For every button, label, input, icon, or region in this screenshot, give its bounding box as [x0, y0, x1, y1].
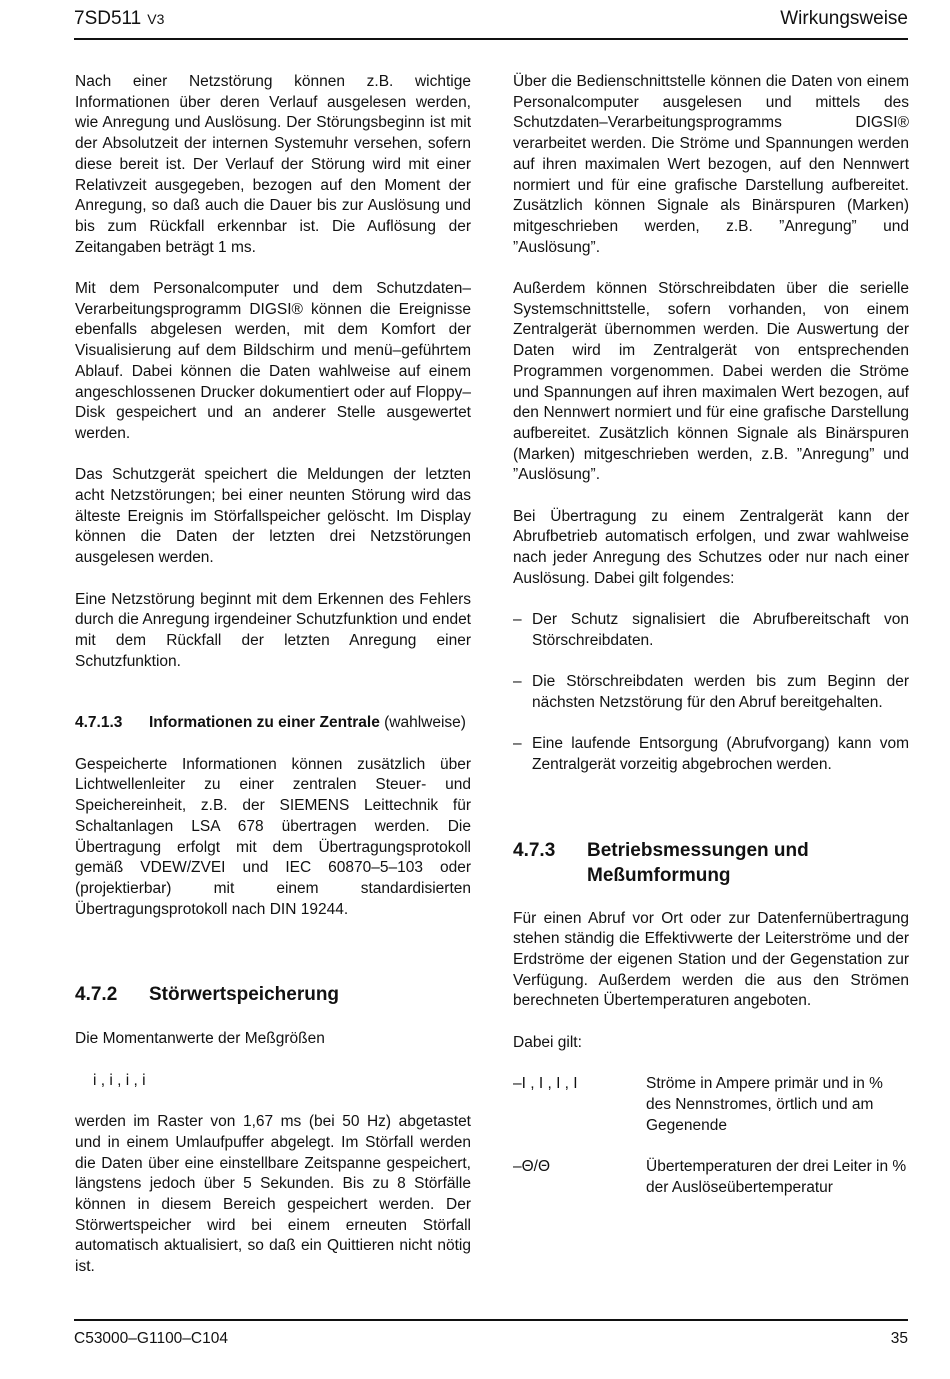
section-number: 4.7.2 — [75, 984, 118, 1006]
paragraph: Dabei gilt: — [513, 1033, 582, 1051]
definition-row — [513, 1157, 909, 1198]
paragraph: Eine Netzstörung beginnt mit dem Erkennen des Fehlers durch die Anregung irgendeiner Schutzfunktion und endet mit dem Rückfall der letzten Anregung einer Schutzfunktion. — [75, 590, 471, 670]
section-heading-title: Störwertspeicherung — [149, 984, 340, 1006]
section-heading — [513, 838, 909, 888]
definition-row — [513, 1074, 909, 1136]
paragraph: Nach einer Netzstörung können z.B. wichtige Informationen über deren Verlauf ausgelesen werden, wie Anregung und Auslösung. Der Störungsbeginn ist mit der Absolutzeit der internen Systemuhr versehen, sofern diese bereit ist. Der Verlauf der Störung wird mit einer Relativzeit ausgegeben, bezogen auf den Moment der Anregung, so daß auch die Dauer bis zur Auslösung und bis zum Rückfall erkennbar ist. Die Auflösung der Zeitangaben beträgt 1 ms. — [75, 73, 471, 256]
list-marker: ‒ — [513, 673, 522, 691]
paragraph: Gespeicherte Informationen können zusätzlich über Lichtwellenleiter zu einer zentralen Steuer- und Speichereinheit, z.B. der SIEMENS Leittechnik für Schaltanlagen LSA 678 übertragen werden. Die Übertragung erfolgt mit dem Übertragungsprotokoll gemäß VDEW/ZVEI und IEC 60870‒5‒103 oder (projektierbar) mit einem standardisierten Übertragungsprotokoll nach DIN 19244. — [75, 755, 471, 918]
section-heading — [75, 982, 471, 1007]
right-column — [513, 72, 909, 1198]
subsection-title: Informationen zu einer Zentrale — [149, 714, 380, 732]
list-item: ‒ Der Schutz signalisiert die Abrufbereitschaft von Störschreibdaten. — [513, 610, 909, 651]
definition-symbol: ‒I , I , I , I — [513, 1075, 578, 1093]
paragraph: Außerdem können Störschreibdaten über die serielle Systemschnittstelle, sofern vorhanden, von einem Zentralgerät übernommen werden. Die Auswertung der Daten wird im Zentralgerät von entsprechenden Programmen vorgenommen. Dabei werden die Ströme und Spannungen auf ihren maximalen Wert bezogen, auf den Nennwert normiert und für eine grafische Darstellung aufbereitet. Zusätzlich können Signale als Binärspuren (Marken) mitgeschrieben werden, z.B. ”Anregung” und ”Auslösung”. — [513, 280, 909, 484]
paragraph: Die Momentanwerte der Meßgrößen — [75, 1030, 325, 1048]
subsection-heading — [75, 713, 471, 734]
definition-symbol: ‒Θ/Θ — [513, 1157, 551, 1175]
list-marker: ‒ — [513, 735, 522, 753]
page-number: 35 — [890, 1330, 908, 1347]
header-rule — [74, 38, 908, 40]
paragraph: Für einen Abruf vor Ort oder zur Datenfernübertragung stehen ständig die Effektivwerte der Leiterströme und der Erdströme der eigenen Station und der Gegenstation zur Verfügung. Außerdem werden die aus den Strömen berechneten Übertemperaturen angeboten. — [513, 909, 909, 1010]
list-item: ‒ Die Störschreibdaten werden bis zum Beginn der nächsten Netzstörung für den Abruf bereitgehalten. — [513, 672, 909, 713]
definition-text: Übertemperaturen der drei Leiter in % der Auslöseübertemperatur — [646, 1157, 907, 1196]
definition-text: Ströme in Ampere primär und in % des Nennstromes, örtlich und am Gegenende — [646, 1075, 883, 1134]
order-code: C53000‒G1100‒C104 — [74, 1330, 228, 1347]
list-marker: ‒ — [513, 611, 522, 629]
document-id: 7SD511 V3 — [74, 8, 165, 29]
list-item: ‒ Eine laufende Entsorgung (Abrufvorgang) kann vom Zentralgerät vorzeitig abgebrochen werden. — [513, 734, 909, 775]
version-label: V3 — [147, 11, 165, 27]
paragraph: Das Schutzgerät speichert die Meldungen der letzten acht Netzstörungen; bei einer neunten Störung wird das älteste Ereignis im Störfallspeicher gelöscht. Im Display können die Daten der letzten drei Netzstörungen ausgelesen werden. — [75, 466, 471, 567]
paragraph: werden im Raster von 1,67 ms (bei 50 Hz) abgetastet und in einem Umlaufpuffer abgelegt. Im Störfall werden die Daten über eine einstellbare Zeitspanne gespeichert, längstens jedoch über 5 Sekunden. Bis zu 8 Störfälle können in diesem Bereich gespeichert werden. Der Störwertspeicher wird bei einem erneuten Störfall automatisch aktualisiert, so daß ein Quittieren nicht nötig ist. — [75, 1113, 471, 1276]
section-heading-title: Betriebsmessungen und Meßumformung — [587, 839, 809, 886]
paragraph: Bei Übertragung zu einem Zentralgerät kann der Abrufbetrieb automatisch erfolgen, und zwar wahlweise nach jeder Anregung des Schutzes oder nur nach einer Auslösung. Dabei gilt folgendes: — [513, 507, 909, 587]
subsection-title-note: (wahlweise) — [379, 714, 466, 732]
paragraph: Mit dem Personalcomputer und dem Schutzdaten‒Verarbeitungsprogramm DIGSI® können die Ereignisse ebenfalls abgelesen werden, mit dem Komfort der Visualisierung auf dem Bildschirm und menü‒geführtem Ablauf. Dabei können die Daten wahlweise auf einem angeschlossenen Drucker dokumentiert oder auf Floppy‒Disk gespeichert und an anderer Stelle ausgewertet werden. — [75, 280, 471, 442]
page-header — [74, 6, 908, 36]
section-number: 4.7.3 — [513, 839, 556, 861]
formula: i , i , i , i — [93, 1071, 146, 1089]
subsection-number: 4.7.1.3 — [75, 714, 123, 732]
footer-rule — [74, 1319, 908, 1321]
paragraph: Über die Bedienschnittstelle können die Daten von einem Personalcomputer ausgelesen und mittels des Schutzdaten‒Verarbeitungsprogramms DIGSI® verarbeitet werden. Die Ströme und Spannungen werden auf ihren maximalen Wert bezogen, auf den Nennwert normiert und für eine grafische Darstellung aufbereitet. Zusätzlich können Signale als Binärspuren (Marken) mitgeschrieben werden, z.B. ”Anregung” und ”Auslösung”. — [513, 73, 909, 256]
left-column — [75, 72, 471, 1278]
section-title: Wirkungsweise — [780, 8, 908, 29]
